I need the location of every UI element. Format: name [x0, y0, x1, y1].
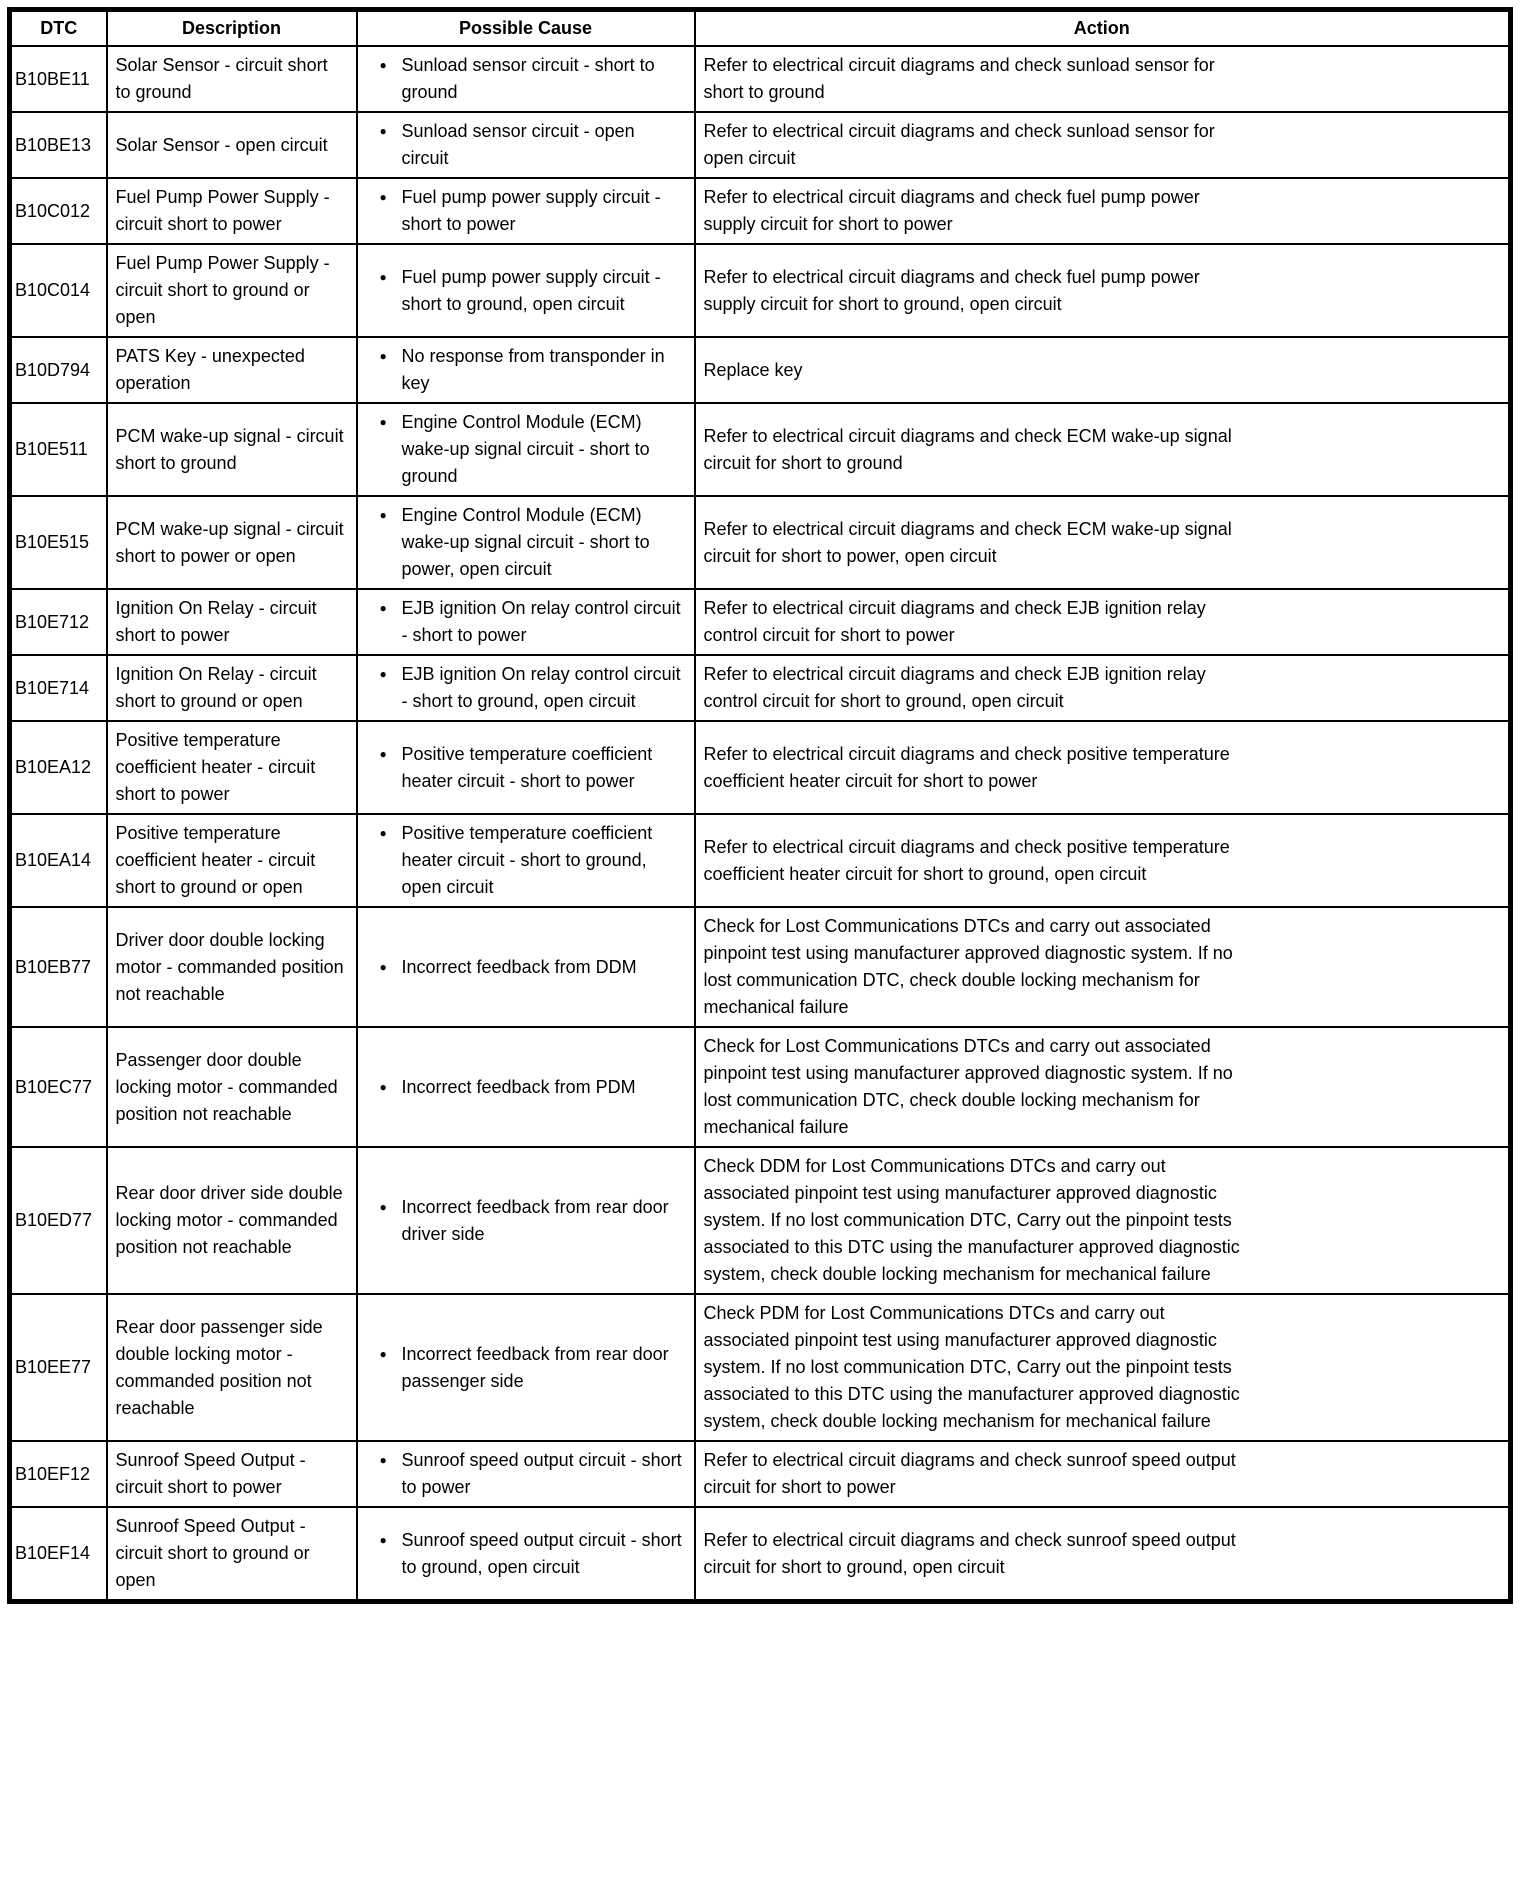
column-header-dtc: DTC: [10, 10, 107, 47]
cause-list-item: [366, 1447, 686, 1501]
action-cell: [695, 814, 1511, 907]
action-text: Refer to electrical circuit diagrams and check EJB ignition relay control circuit for short to ground, open circuit: [703, 664, 1206, 711]
description-cell: Solar Sensor - open circuit: [107, 112, 357, 178]
dtc-cell: B10EF14: [10, 1507, 107, 1602]
table-row: [10, 46, 1511, 112]
cause-list-item: [366, 661, 686, 715]
action-text: Replace key: [703, 359, 803, 380]
cause-text: Incorrect feedback from rear door driver side: [401, 1196, 669, 1244]
action-text: Check PDM for Lost Communications DTCs and carry out associated pinpoint test using manufacturer approved diagnostic system. If no lost communication DTC, Carry out the pinpoint tests associated to this DTC using the manufacturer approved diagnostic system, check double locking mechanism for mechanical failure: [703, 1303, 1240, 1431]
cause-list-item: [366, 1074, 686, 1101]
bullet-icon: ●: [379, 58, 387, 72]
bullet-icon: ●: [379, 415, 387, 429]
bullet-icon: ●: [379, 269, 387, 284]
cause-list-item: [366, 1194, 686, 1248]
description-cell: Positive temperature coefficient heater - circuit short to ground or open: [107, 814, 357, 907]
action-text: Check DDM for Lost Communications DTCs and carry out associated pinpoint test using manufacturer approved diagnostic system. If no lost communication DTC, Carry out the pinpoint tests associated to this DTC using the manufacturer approved diagnostic system, check double locking mechanism for mechanical failure: [703, 1156, 1240, 1284]
dtc-cell: B10EC77: [10, 1027, 107, 1147]
column-header-action: Action: [695, 10, 1511, 47]
action-text: Refer to electrical circuit diagrams and check positive temperature coefficient heater circuit for short to ground, open circuit: [703, 836, 1230, 884]
dtc-cell: B10E511: [10, 403, 107, 496]
action-cell: [695, 1294, 1511, 1441]
description-cell: Ignition On Relay - circuit short to ground or open: [107, 655, 357, 721]
table-row: [10, 721, 1511, 814]
cause-text: EJB ignition On relay control circuit - short to power: [401, 598, 681, 645]
bullet-icon: ●: [379, 959, 387, 974]
description-cell: Solar Sensor - circuit short to ground: [107, 46, 357, 112]
cause-text: Positive temperature coefficient heater circuit - short to ground, open circuit: [401, 823, 653, 897]
action-cell: [695, 46, 1511, 112]
action-text: Refer to electrical circuit diagrams and check sunload sensor for short to ground: [703, 55, 1215, 102]
action-cell: [695, 403, 1511, 496]
cause-text: Positive temperature coefficient heater circuit - short to power: [401, 743, 653, 791]
header-row: [10, 10, 1511, 47]
dtc-cell: B10BE13: [10, 112, 107, 178]
table-row: [10, 403, 1511, 496]
description-cell: PCM wake-up signal - circuit short to ground: [107, 403, 357, 496]
possible-cause-cell: [357, 721, 695, 814]
cause-list-item: [366, 409, 686, 490]
action-text: Refer to electrical circuit diagrams and check positive temperature coefficient heater circuit for short to power: [703, 743, 1230, 791]
table-row: [10, 814, 1511, 907]
description-cell: PATS Key - unexpected operation: [107, 337, 357, 403]
description-cell: Positive temperature coefficient heater - circuit short to power: [107, 721, 357, 814]
bullet-icon: ●: [379, 667, 387, 681]
cause-list-item: [366, 1341, 686, 1395]
possible-cause-cell: [357, 337, 695, 403]
action-cell: [695, 178, 1511, 244]
cause-text: Engine Control Module (ECM) wake-up signal circuit - short to ground: [401, 412, 650, 486]
cause-list-item: [366, 502, 686, 583]
cause-text: Engine Control Module (ECM) wake-up signal circuit - short to power, open circuit: [401, 505, 650, 579]
bullet-icon: ●: [379, 124, 387, 138]
table-row: [10, 1147, 1511, 1294]
action-text: Refer to electrical circuit diagrams and check fuel pump power supply circuit for short to ground, open circuit: [703, 266, 1200, 314]
action-cell: [695, 112, 1511, 178]
action-cell: [695, 655, 1511, 721]
cause-text: Fuel pump power supply circuit - short to ground, open circuit: [401, 266, 661, 314]
action-text: Check for Lost Communications DTCs and carry out associated pinpoint test using manufacturer approved diagnostic system. If no lost communication DTC, check double locking mechanism for mechanical failure: [703, 916, 1233, 1017]
description-cell: Driver door double locking motor - commanded position not reachable: [107, 907, 357, 1027]
action-cell: [695, 1027, 1511, 1147]
bullet-icon: ●: [379, 746, 387, 761]
possible-cause-cell: [357, 178, 695, 244]
bullet-icon: ●: [379, 508, 387, 522]
bullet-icon: ●: [379, 1199, 387, 1214]
description-cell: Passenger door double locking motor - commanded position not reachable: [107, 1027, 357, 1147]
table-row: [10, 112, 1511, 178]
dtc-cell: B10E714: [10, 655, 107, 721]
possible-cause-cell: [357, 403, 695, 496]
bullet-icon: ●: [379, 1532, 387, 1547]
cause-text: Sunroof speed output circuit - short to power: [401, 1450, 682, 1497]
description-cell: Fuel Pump Power Supply - circuit short to ground or open: [107, 244, 357, 337]
possible-cause-cell: [357, 1441, 695, 1507]
dtc-cell: B10C014: [10, 244, 107, 337]
cause-list-item: [366, 52, 686, 106]
action-cell: [695, 244, 1511, 337]
bullet-icon: ●: [379, 601, 387, 615]
dtc-table-body: [10, 46, 1511, 1602]
dtc-cell: B10EE77: [10, 1294, 107, 1441]
action-cell: [695, 1441, 1511, 1507]
action-cell: [695, 1147, 1511, 1294]
possible-cause-cell: [357, 814, 695, 907]
action-text: Refer to electrical circuit diagrams and check sunroof speed output circuit for short to power: [703, 1450, 1236, 1497]
description-cell: Rear door passenger side double locking motor - commanded position not reachable: [107, 1294, 357, 1441]
cause-list-item: [366, 118, 686, 172]
table-row: [10, 907, 1511, 1027]
possible-cause-cell: [357, 1027, 695, 1147]
description-cell: Sunroof Speed Output - circuit short to ground or open: [107, 1507, 357, 1602]
possible-cause-cell: [357, 46, 695, 112]
table-row: [10, 1441, 1511, 1507]
cause-text: EJB ignition On relay control circuit - short to ground, open circuit: [401, 664, 681, 711]
dtc-cell: B10C012: [10, 178, 107, 244]
action-text: Check for Lost Communications DTCs and carry out associated pinpoint test using manufacturer approved diagnostic system. If no lost communication DTC, check double locking mechanism for mechanical failure: [703, 1036, 1233, 1137]
dtc-cell: B10BE11: [10, 46, 107, 112]
action-cell: [695, 589, 1511, 655]
cause-list-item: [366, 264, 686, 318]
cause-list-item: [366, 954, 686, 981]
table-row: [10, 244, 1511, 337]
action-cell: [695, 721, 1511, 814]
cause-text: Incorrect feedback from PDM: [401, 1076, 636, 1097]
dtc-cell: B10EF12: [10, 1441, 107, 1507]
dtc-cell: B10ED77: [10, 1147, 107, 1294]
possible-cause-cell: [357, 655, 695, 721]
action-cell: [695, 1507, 1511, 1602]
possible-cause-cell: [357, 907, 695, 1027]
cause-text: Sunload sensor circuit - open circuit: [401, 121, 635, 168]
cause-list-item: [366, 184, 686, 238]
cause-text: Sunroof speed output circuit - short to ground, open circuit: [401, 1529, 682, 1577]
dtc-cell: B10EA12: [10, 721, 107, 814]
cause-list-item: [366, 595, 686, 649]
cause-text: Fuel pump power supply circuit - short to power: [401, 187, 661, 234]
dtc-cell: B10EA14: [10, 814, 107, 907]
cause-text: No response from transponder in key: [401, 346, 665, 393]
action-text: Refer to electrical circuit diagrams and check sunload sensor for open circuit: [703, 121, 1215, 168]
bullet-icon: ●: [379, 1346, 387, 1361]
cause-list-item: [366, 820, 686, 901]
description-cell: PCM wake-up signal - circuit short to power or open: [107, 496, 357, 589]
action-text: Refer to electrical circuit diagrams and check sunroof speed output circuit for short to ground, open circuit: [703, 1529, 1236, 1577]
possible-cause-cell: [357, 1294, 695, 1441]
possible-cause-cell: [357, 112, 695, 178]
cause-text: Sunload sensor circuit - short to ground: [401, 55, 655, 102]
possible-cause-cell: [357, 589, 695, 655]
bullet-icon: ●: [379, 1079, 387, 1094]
bullet-icon: ●: [379, 1453, 387, 1467]
dtc-cell: B10D794: [10, 337, 107, 403]
description-cell: Sunroof Speed Output - circuit short to power: [107, 1441, 357, 1507]
table-row: [10, 655, 1511, 721]
description-cell: Ignition On Relay - circuit short to power: [107, 589, 357, 655]
possible-cause-cell: [357, 1147, 695, 1294]
table-row: [10, 496, 1511, 589]
action-cell: [695, 337, 1511, 403]
action-text: Refer to electrical circuit diagrams and check ECM wake-up signal circuit for short to ground: [703, 425, 1232, 473]
dtc-cell: B10E712: [10, 589, 107, 655]
possible-cause-cell: [357, 244, 695, 337]
table-row: [10, 589, 1511, 655]
column-header-possible-cause: Possible Cause: [357, 10, 695, 47]
possible-cause-cell: [357, 1507, 695, 1602]
possible-cause-cell: [357, 496, 695, 589]
dtc-table: [7, 7, 1513, 1604]
cause-list-item: [366, 741, 686, 795]
bullet-icon: ●: [379, 826, 387, 840]
cause-text: Incorrect feedback from DDM: [401, 956, 637, 977]
table-row: [10, 1294, 1511, 1441]
action-cell: [695, 907, 1511, 1027]
column-header-description: Description: [107, 10, 357, 47]
description-cell: Fuel Pump Power Supply - circuit short to power: [107, 178, 357, 244]
bullet-icon: ●: [379, 190, 387, 204]
cause-text: Incorrect feedback from rear door passenger side: [401, 1343, 669, 1391]
cause-list-item: [366, 1527, 686, 1581]
table-row: [10, 337, 1511, 403]
dtc-cell: B10EB77: [10, 907, 107, 1027]
table-row: [10, 1027, 1511, 1147]
table-row: [10, 178, 1511, 244]
bullet-icon: ●: [379, 349, 387, 363]
action-cell: [695, 496, 1511, 589]
table-row: [10, 1507, 1511, 1602]
description-cell: Rear door driver side double locking motor - commanded position not reachable: [107, 1147, 357, 1294]
action-text: Refer to electrical circuit diagrams and check ECM wake-up signal circuit for short to power, open circuit: [703, 518, 1232, 566]
cause-list-item: [366, 343, 686, 397]
dtc-cell: B10E515: [10, 496, 107, 589]
action-text: Refer to electrical circuit diagrams and check EJB ignition relay control circuit for short to power: [703, 598, 1206, 645]
action-text: Refer to electrical circuit diagrams and check fuel pump power supply circuit for short to power: [703, 187, 1200, 234]
